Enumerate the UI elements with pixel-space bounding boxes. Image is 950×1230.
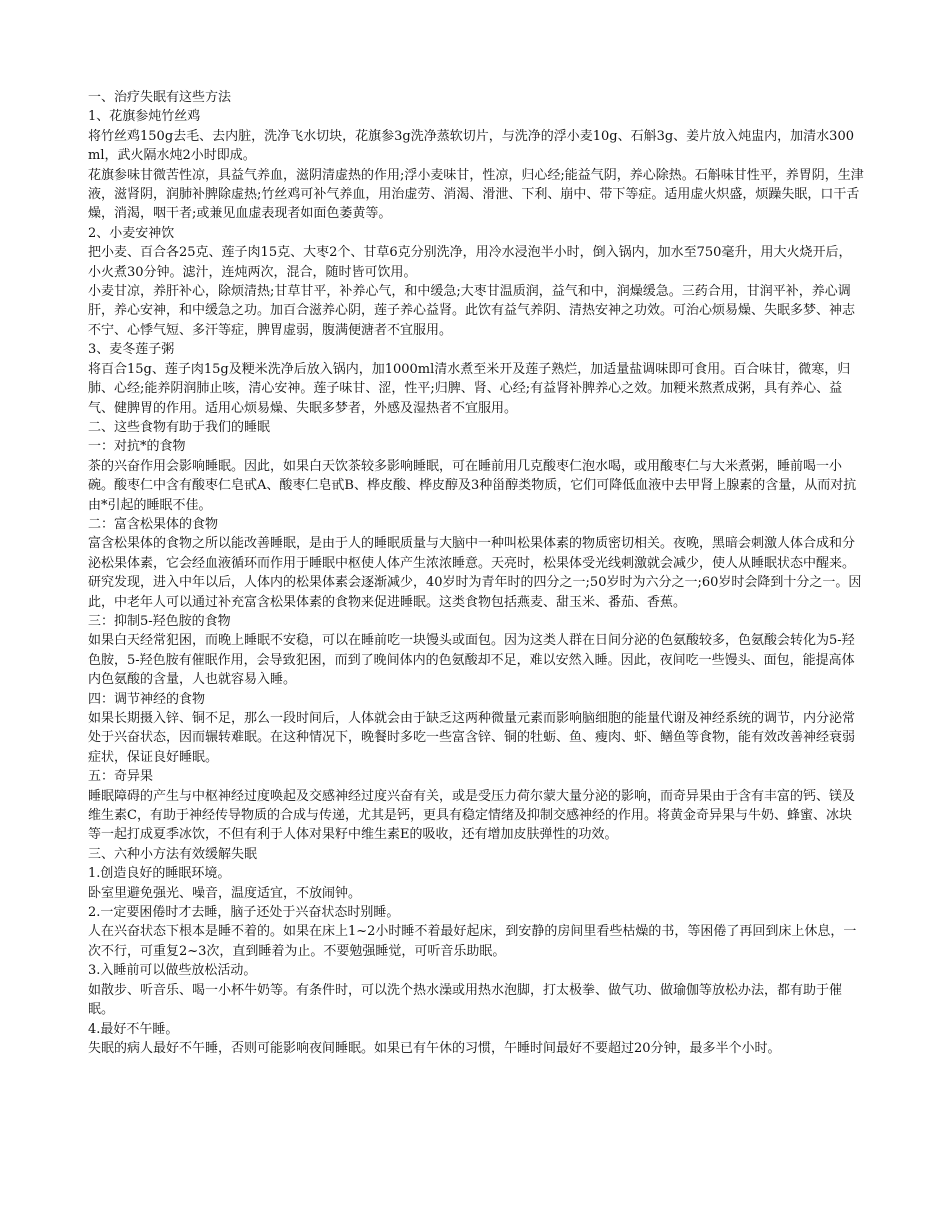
tip-heading: 2.一定要困倦时才去睡，脑子还处于兴奋状态时别睡。 <box>88 905 400 921</box>
body-paragraph: 将竹丝鸡150g去毛、去内脏，洗净飞水切块，花旗参3g洗净蒸软切片，与洗净的浮小麦10g、石斛3g、姜片放入炖盅内，加清水300ml，武火隔水炖2小时即成。 <box>88 128 854 164</box>
subsection-heading: 三：抑制5-羟色胺的食物 <box>88 613 231 629</box>
recipe-heading: 3、麦冬莲子粥 <box>88 342 175 358</box>
body-paragraph: 小麦甘凉，养肝补心，除烦清热;甘草甘平，补养心气，和中缓急;大枣甘温质润，益气和中，润燥缓急。三药合用，甘润平补，养心调肝，养心安神，和中缓急之功。加百合滋养心阴，莲子养心益肾。此饮有益气养阴、清热安神之功效。可治心烦易燥、失眠多梦、神志不宁、心悸气短、多汗等症，脾胃虚弱，腹满便溏者不宜服用。 <box>88 284 856 338</box>
body-paragraph: 如散步、听音乐、喝一小杯牛奶等。有条件时，可以洗个热水澡或用热水泡脚，打太极拳、做气功、做瑜伽等放松办法，都有助于催眠。 <box>88 982 843 1018</box>
subsection-heading: 五：奇异果 <box>88 769 154 785</box>
body-paragraph: 将百合15g、莲子肉15g及粳米洗净后放入锅内，加1000ml清水煮至米开及莲子熟烂，加适量盐调味即可食用。百合味甘，微寒，归肺、心经;能养阴润肺止咳，清心安神。莲子味甘、涩，性平;归脾、肾、心经;有益肾补脾养心之效。加粳米熬煮成粥，具有养心、益气、健脾胃的作用。适用心烦易燥、失眠多梦者，外感及湿热者不宜服用。 <box>88 361 851 416</box>
recipe-heading: 1、花旗参炖竹丝鸡 <box>88 109 201 125</box>
subsection-heading: 四：调节神经的食物 <box>88 691 206 707</box>
subsection-heading: 二：富含松果体的食物 <box>88 516 219 532</box>
tip-heading: 4.最好不午睡。 <box>88 1021 179 1037</box>
recipe-heading: 2、小麦安神饮 <box>88 225 175 241</box>
body-paragraph: 茶的兴奋作用会影响睡眠。因此，如果白天饮茶较多影响睡眠，可在睡前用几克酸枣仁泡水喝，或用酸枣仁与大米煮粥，睡前喝一小碗。酸枣仁中含有酸枣仁皂甙A、酸枣仁皂甙B、桦皮酸、桦皮醇及3种甾醇类物质，它们可降低血液中去甲肾上腺素的含量，从而对抗由*引起的睡眠不佳。 <box>88 458 857 513</box>
tip-heading: 1.创造良好的睡眠环境。 <box>88 866 231 882</box>
body-paragraph: 如果白天经常犯困，而晚上睡眠不安稳，可以在睡前吃一块馒头或面包。因为这类人群在日间分泌的色氨酸较多，色氨酸会转化为5-羟色胺，5-羟色胺有催眠作用，会导致犯困，而到了晚间体内的色氨酸却不足，难以安然入睡。因此，夜间吃一些馒头、面包，能提高体内色氨酸的含量，人也就容易入睡。 <box>88 633 855 688</box>
subsection-heading: 一：对抗*的食物 <box>88 439 186 455</box>
body-paragraph: 富含松果体的食物之所以能改善睡眠，是由于人的睡眠质量与大脑中一种叫松果体素的物质密切相关。夜晚，黑暗会刺激人体合成和分泌松果体素，它会经血液循环而作用于睡眠中枢使人体产生浓浓睡意。天亮时，松果体受光线刺激就会减少，使人从睡眠状态中醒来。 <box>88 536 856 571</box>
body-paragraph: 失眠的病人最好不午睡，否则可能影响夜间睡眠。如果已有午休的习惯，午睡时间最好不要超过20分钟，最多半个小时。 <box>88 1040 781 1056</box>
section-heading: 二、这些食物有助于我们的睡眠 <box>88 419 271 435</box>
body-paragraph: 睡眠障碍的产生与中枢神经过度唤起及交感神经过度兴奋有关，或是受压力荷尔蒙大量分泌的影响，而奇异果由于含有丰富的钙、镁及维生素C，有助于神经传导物质的合成与传递，尤其是钙，更具有稳定情绪及抑制交感神经的作用。将黄金奇异果与牛奶、蜂蜜、冰块等一起打成夏季冰饮，不但有利于人体对果籽中维生素E的吸收，还有增加皮肤弹性的功效。 <box>88 788 856 843</box>
body-paragraph: 卧室里避免强光、噪音，温度适宜，不放闹钟。 <box>88 885 362 901</box>
tip-heading: 3.入睡前可以做些放松活动。 <box>88 963 257 979</box>
body-paragraph: 把小麦、百合各25克、莲子肉15克、大枣2个、甘草6克分别洗净，用冷水浸泡半小时，倒入锅内，加水至750毫升，用大火烧开后，小火煮30分钟。滤汁，连炖两次，混合，随时皆可饮用。 <box>88 245 852 280</box>
body-paragraph: 花旗参味甘微苦性凉，具益气养血，滋阴清虚热的作用;浮小麦味甘，性凉，归心经;能益气阴，养心除热。石斛味甘性平，养胃阴，生津液，滋肾阴，润肺补脾除虚热;竹丝鸡可补气养血，用治虚劳、消渴、滑泄、下利、崩中、带下等症。适用虚火炽盛，烦躁失眠，口干舌燥，消渴，咽干者;或兼见血虚表现者如面色萎黄等。 <box>88 167 864 222</box>
body-paragraph: 如果长期摄入锌、铜不足，那么一段时间后，人体就会由于缺乏这两种微量元素而影响脑细胞的能量代谢及神经系统的调节，内分泌常处于兴奋状态，因而辗转难眠。在这种情况下，晚餐时多吃一些富含锌、铜的牡蛎、鱼、瘦肉、虾、鳝鱼等食物，能有效改善神经衰弱症状，保证良好睡眠。 <box>88 711 856 765</box>
section-heading: 一、治疗失眠有这些方法 <box>88 90 232 105</box>
body-paragraph: 研究发现，进入中年以后，人体内的松果体素会逐渐减少，40岁时为青年时的四分之一;50岁时为六分之一;60岁时会降到十分之一。因此，中老年人可以通过补充富含松果体素的食物来促进睡眠。这类食物包括燕麦、甜玉米、番茄、香蕉。 <box>88 575 862 610</box>
document-body <box>88 88 864 1058</box>
body-paragraph: 人在兴奋状态下根本是睡不着的。如果在床上1~2小时睡不着最好起床，到安静的房间里看些枯燥的书，等困倦了再回到床上休息，一次不行，可重复2~3次，直到睡着为止。不要勉强睡觉，可听音乐助眠。 <box>88 924 857 959</box>
section-heading: 三、六种小方法有效缓解失眠 <box>88 846 258 862</box>
